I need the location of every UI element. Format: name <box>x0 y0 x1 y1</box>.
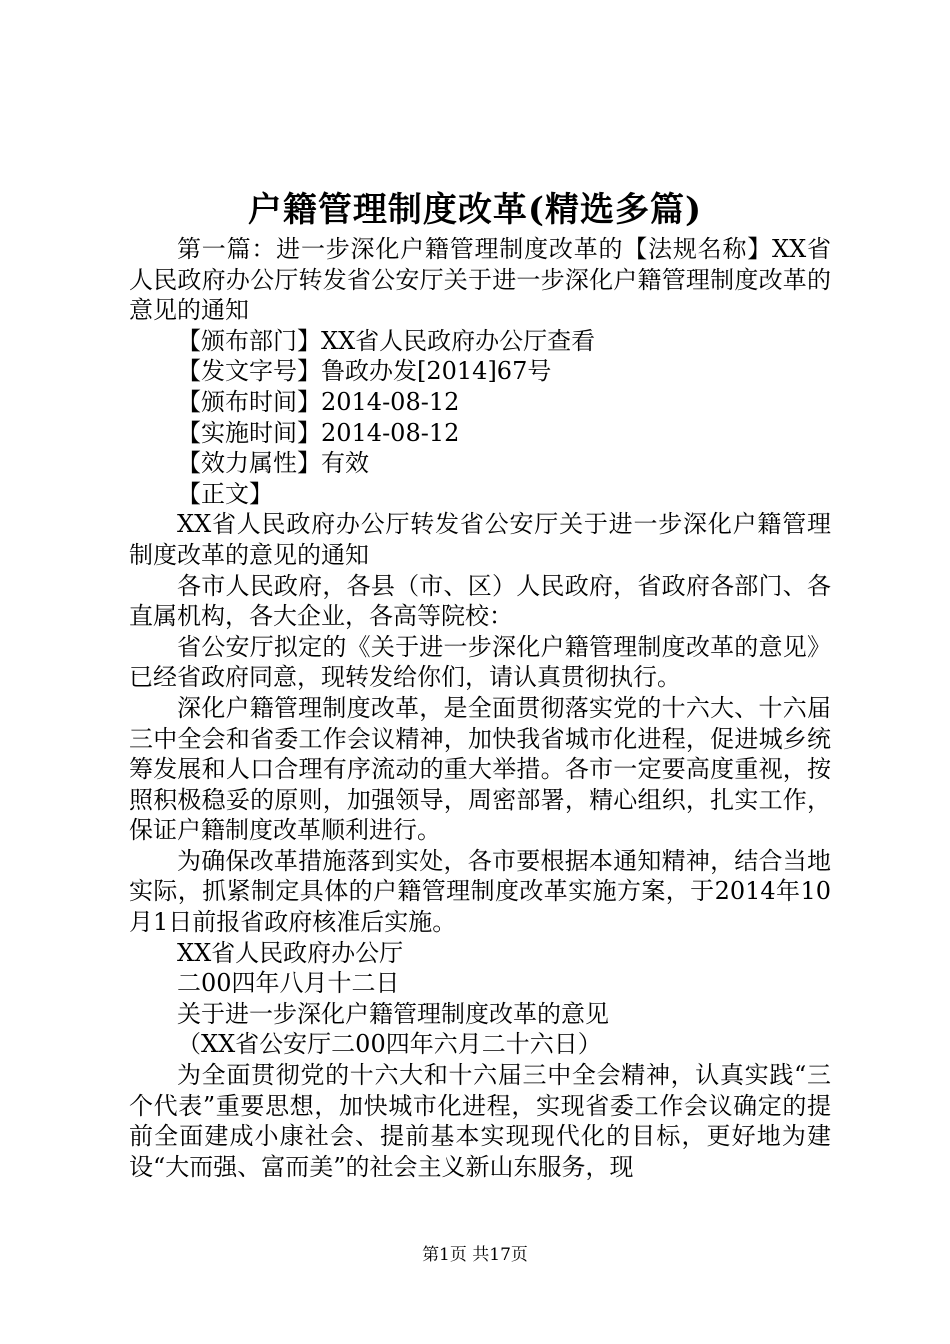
paragraph-document-number: 【发文字号】鲁政办发[2014]67号 <box>177 357 552 386</box>
paragraph-opinion-title: 关于进一步深化户籍管理制度改革的意见 <box>177 999 609 1028</box>
paragraph-signature-office: XX省人民政府办公厅 <box>177 938 404 967</box>
paragraph-forwarding: 省公安厅拟定的《关于进一步深化户籍管理制度改革的意见》已经省政府同意，现转发给你们，请认真贯彻执行。 <box>129 632 831 692</box>
document-title: 户籍管理制度改革(精选多篇) <box>247 190 703 230</box>
paragraph-recipients: 各市人民政府，各县（市、区）人民政府，省政府各部门、各直属机构，各大企业，各高等院校： <box>129 571 831 631</box>
paragraph-effective-date: 【实施时间】2014-08-12 <box>177 418 460 447</box>
paragraph-validity: 【效力属性】有效 <box>177 449 369 478</box>
paragraph-issue-date: 【颁布时间】2014-08-12 <box>177 387 460 416</box>
paragraph-notice-title: XX省人民政府办公厅转发省公安厅关于进一步深化户籍管理制度改革的意见的通知 <box>129 510 831 569</box>
paragraph-implementation: 为确保改革措施落到实处，各市要根据本通知精神，结合当地实际，抓紧制定具体的户籍管理制度改革实施方案，于2014年10月1日前报省政府核准后实施。 <box>129 846 831 937</box>
paragraph-issuing-department: 【颁布部门】XX省人民政府办公厅查看 <box>177 326 596 355</box>
paragraph-significance: 深化户籍管理制度改革，是全面贯彻落实党的十六大、十六届三中全会和省委工作会议精神，加快我省城市化进程，促进城乡统筹发展和人口合理有序流动的重大举措。各市一定要高度重视，按照积极稳妥的原则，加强领导，周密部署，精心组织，扎实工作，保证户籍制度改革顺利进行。 <box>129 693 831 845</box>
paragraph-opinion-source: （XX省公安厅二00四年六月二十六日） <box>177 1030 602 1059</box>
document-body <box>129 234 831 1182</box>
paragraph-signature-date: 二00四年八月十二日 <box>177 969 400 998</box>
paragraph-main-text-label: 【正文】 <box>177 479 273 508</box>
paragraph-intro: 第一篇：进一步深化户籍管理制度改革的【法规名称】XX省人民政府办公厅转发省公安厅关于进一步深化户籍管理制度改革的意见的通知 <box>129 235 831 325</box>
page-footer: 第1页 共17页 <box>422 1245 528 1265</box>
paragraph-opinion-body: 为全面贯彻党的十六大和十六届三中全会精神，认真实践“三个代表”重要思想，加快城市化进程，实现省委工作会议确定的提前全面建成小康社会、提前基本实现现代化的目标，更好地为建设“大而强、富而美”的社会主义新山东服务，现 <box>129 1061 831 1181</box>
